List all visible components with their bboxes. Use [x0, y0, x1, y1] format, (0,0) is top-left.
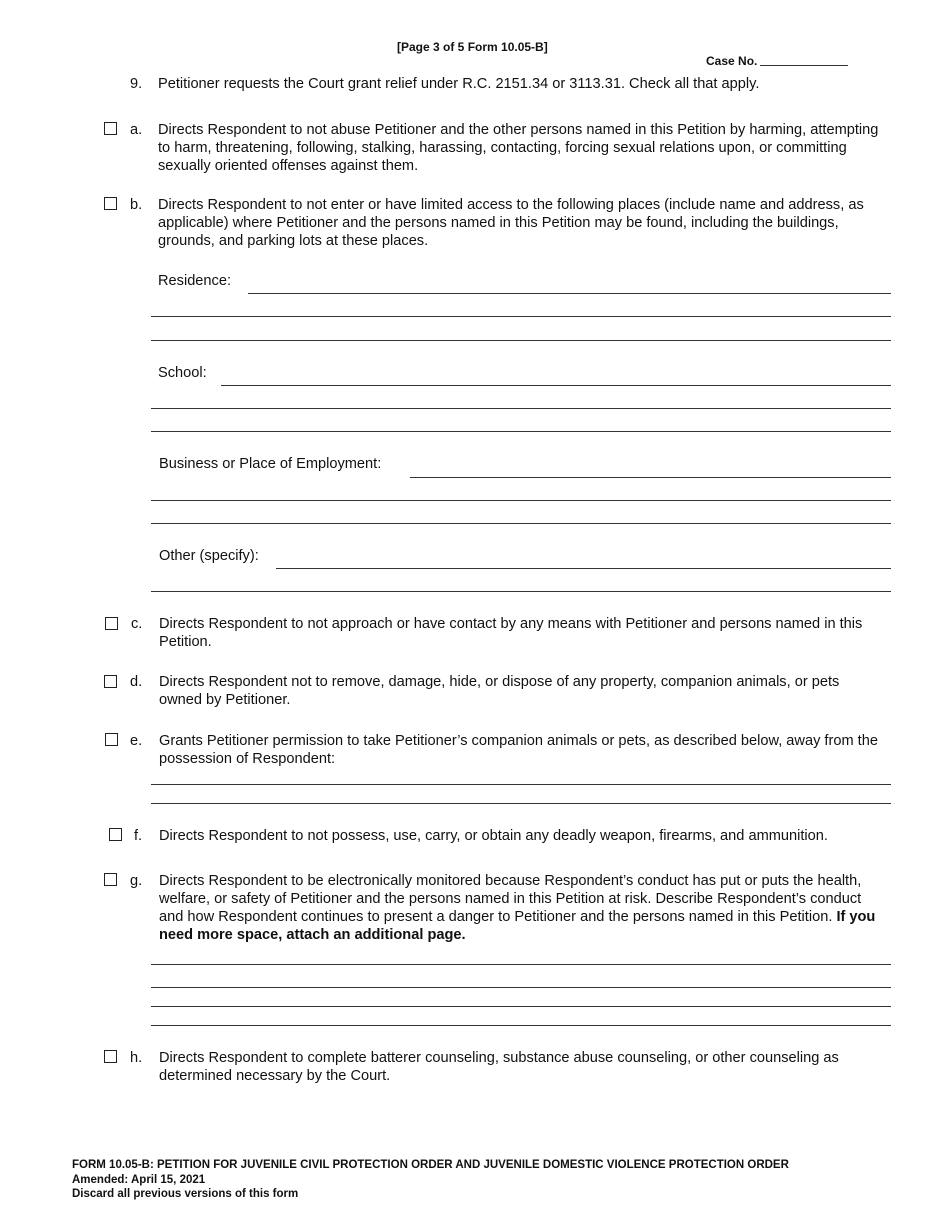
pets-description-line[interactable]	[151, 784, 891, 785]
residence-label: Residence:	[158, 273, 232, 289]
option-a-letter: a.	[130, 122, 143, 138]
form-footer	[72, 1158, 932, 1202]
conduct-description-line[interactable]	[151, 1006, 891, 1007]
business-label: Business or Place of Employment:	[159, 456, 382, 472]
footer-amended: Amended: April 15, 2021	[72, 1173, 206, 1186]
option-g-note: If you need more space, attach an additional page.	[159, 909, 876, 943]
checkbox-f[interactable]	[109, 828, 122, 841]
option-h-letter: h.	[130, 1050, 143, 1066]
option-c-letter: c.	[131, 616, 143, 632]
school-field-line[interactable]	[151, 408, 891, 409]
footer-form-title: FORM 10.05-B: PETITION FOR JUVENILE CIVIL PROTECTION ORDER AND JUVENILE DOMESTIC VIOLENCE PROTECTION ORDER	[72, 1159, 789, 1171]
case-number-field[interactable]	[760, 65, 848, 66]
option-b-text: Directs Respondent to not enter or have limited access to the following places (include name and address, as applicable) where Petitioner and the persons named in this Petition may be found, including the buildings, grounds, and parking lots at these places.	[158, 197, 864, 249]
option-f-text: Directs Respondent to not possess, use, carry, or obtain any deadly weapon, firearms, and ammunition.	[159, 828, 828, 844]
residence-field-line[interactable]	[151, 340, 891, 341]
option-d-letter: d.	[130, 674, 143, 690]
footer-discard: Discard all previous versions of this form	[72, 1188, 299, 1200]
residence-field-line[interactable]	[151, 316, 891, 317]
option-e-text: Grants Petitioner permission to take Petitioner’s companion animals or pets, as described below, away from the possession of Respondent:	[159, 733, 878, 767]
business-field[interactable]	[410, 477, 891, 478]
business-field-line[interactable]	[151, 500, 891, 501]
checkbox-e[interactable]	[105, 733, 118, 746]
other-field-line[interactable]	[151, 591, 891, 592]
option-f-letter: f.	[134, 828, 143, 844]
business-field-line[interactable]	[151, 523, 891, 524]
item-number: 9.	[130, 76, 143, 92]
option-g-letter: g.	[130, 873, 143, 889]
option-g-body: Directs Respondent to be electronically monitored because Respondent’s conduct has put or puts the health, welfare, or safety of Petitioner and the persons named in this Petition at risk. Describe Respondent’s conduct and how Respondent continues to present a danger to Petitioner and the persons named in this Petition.	[159, 873, 862, 925]
option-h-text: Directs Respondent to complete batterer counseling, substance abuse counseling, or other counseling as determined necessary by the Court.	[159, 1050, 839, 1084]
option-e-letter: e.	[130, 733, 143, 749]
conduct-description-line[interactable]	[151, 987, 891, 988]
checkbox-c[interactable]	[105, 617, 118, 630]
option-d-text: Directs Respondent not to remove, damage, hide, or dispose of any property, companion animals, or pets owned by Petitioner.	[159, 674, 840, 708]
school-field-line[interactable]	[151, 431, 891, 432]
residence-field[interactable]	[248, 293, 891, 294]
checkbox-g[interactable]	[104, 873, 117, 886]
checkbox-b[interactable]	[104, 197, 117, 210]
checkbox-h[interactable]	[104, 1050, 117, 1063]
case-number-label: Case No.	[706, 54, 758, 68]
conduct-description-line[interactable]	[151, 964, 891, 965]
school-label: School:	[158, 365, 207, 381]
option-g-text	[159, 872, 889, 944]
conduct-description-line[interactable]	[151, 1025, 891, 1026]
item-9-text: Petitioner requests the Court grant relief under R.C. 2151.34 or 3113.31. Check all that apply.	[158, 76, 760, 92]
option-c-text: Directs Respondent to not approach or have contact by any means with Petitioner and persons named in this Petition.	[159, 616, 863, 650]
school-field[interactable]	[221, 385, 891, 386]
pets-description-line[interactable]	[151, 803, 891, 804]
checkbox-d[interactable]	[104, 675, 117, 688]
option-b-letter: b.	[130, 197, 143, 213]
other-label: Other (specify):	[159, 548, 259, 564]
other-field[interactable]	[276, 568, 891, 569]
option-a-text: Directs Respondent to not abuse Petitioner and the other persons named in this Petition by harming, attempting to harm, threatening, following, stalking, harassing, contacting, forcing sexual relations upon, or committing sexually oriented offenses against them.	[158, 122, 879, 174]
page-indicator: [Page 3 of 5 Form 10.05-B]	[397, 40, 548, 54]
checkbox-a[interactable]	[104, 122, 117, 135]
